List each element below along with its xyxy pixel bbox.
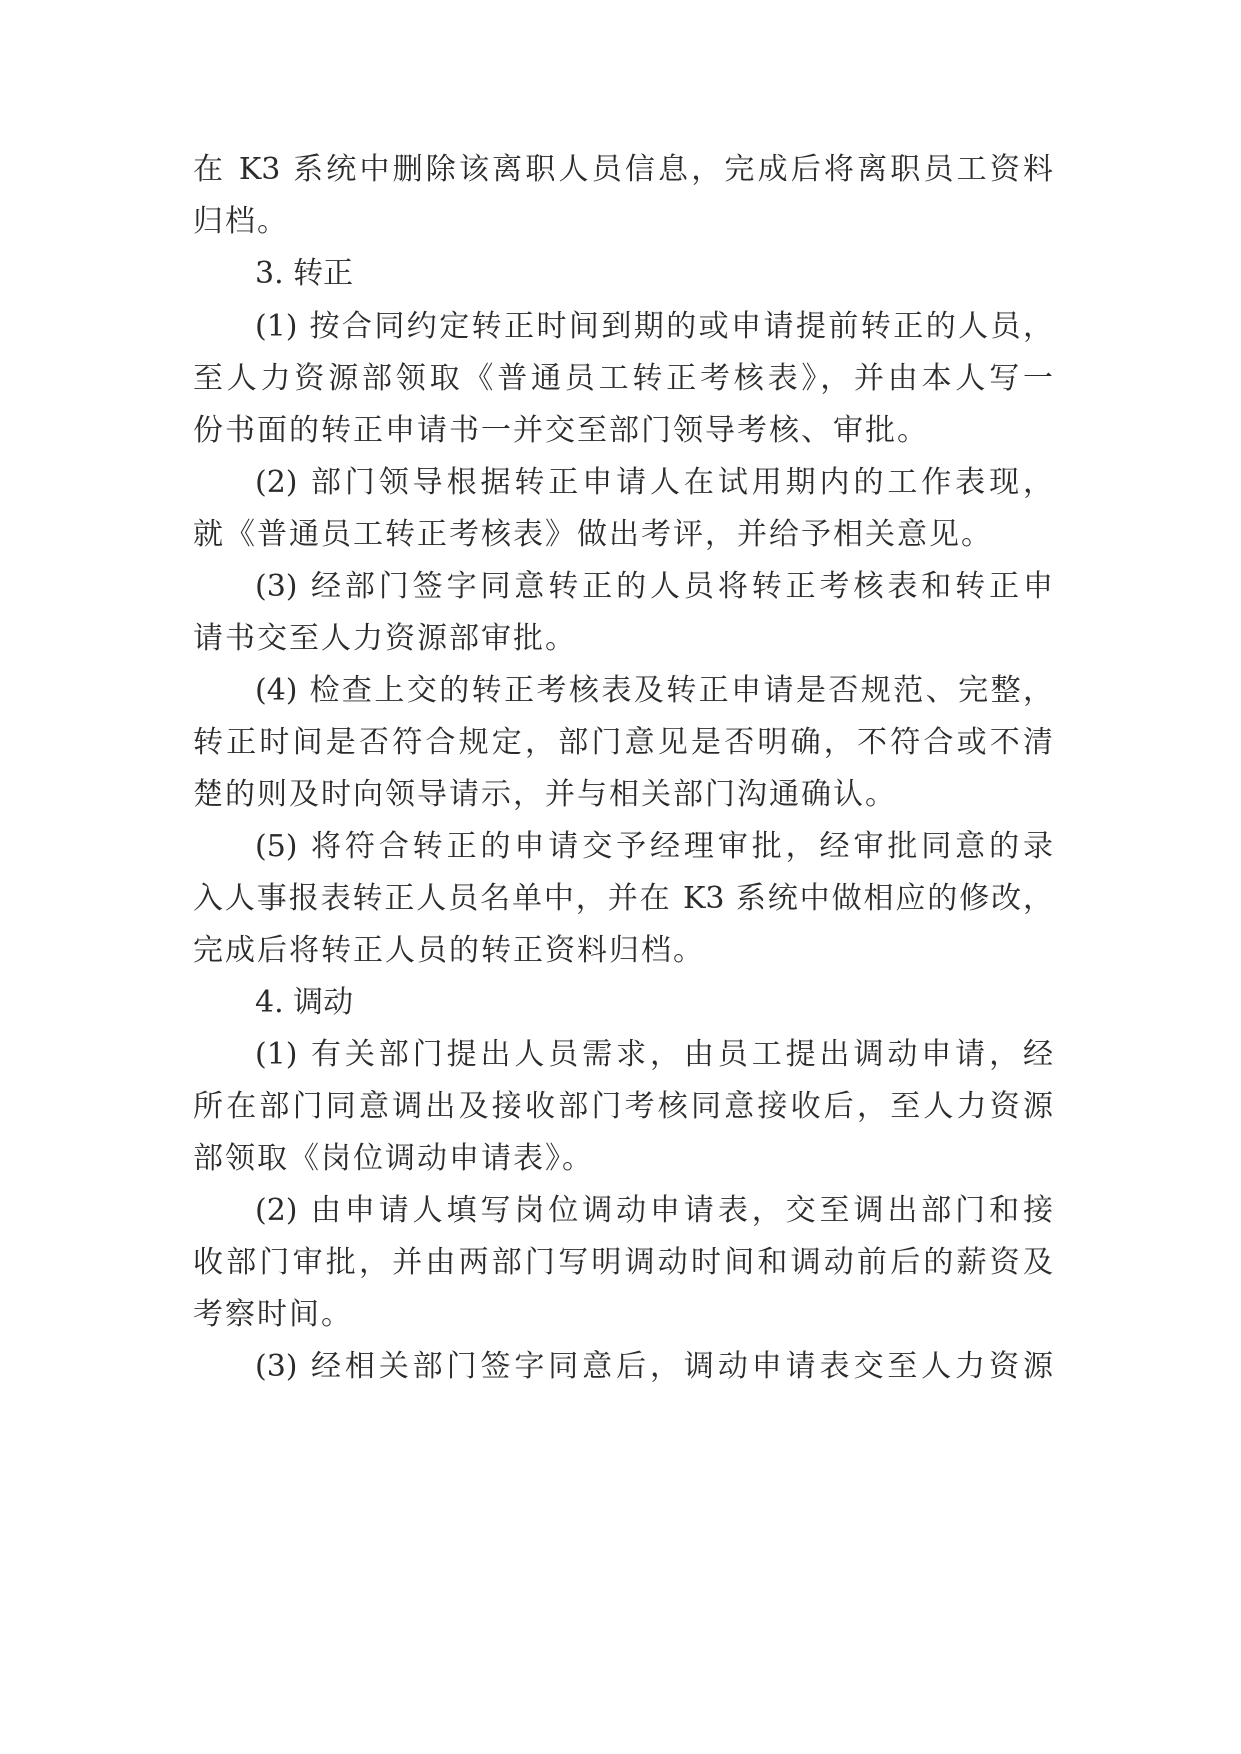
paragraph-line: (3) 经部门签字同意转正的人员将转正考核表和转正申 — [255, 569, 1053, 604]
paragraph-line: (2) 部门领导根据转正申请人在试用期内的工作表现， — [255, 465, 1053, 500]
paragraph-line: (1) 按合同约定转正时间到期的或申请提前转正的人员， — [255, 309, 1053, 344]
paragraph-line: 考察时间。 — [193, 1297, 353, 1332]
paragraph-line: 至人力资源部领取《普通员工转正考核表》，并由本人写一 — [193, 361, 1053, 396]
paragraph-line: 请书交至人力资源部审批。 — [193, 621, 577, 656]
paragraph-line: 楚的则及时向领导请示，并与相关部门沟通确认。 — [193, 777, 897, 812]
paragraph-line: (1) 有关部门提出人员需求，由员工提出调动申请，经 — [255, 1037, 1053, 1072]
paragraph-line: 转正时间是否符合规定，部门意见是否明确，不符合或不清 — [193, 725, 1053, 760]
paragraph-line: (5) 将符合转正的申请交予经理审批，经审批同意的录 — [255, 829, 1053, 864]
section-heading: 3. 转正 — [255, 256, 354, 291]
paragraph-line: 归档。 — [193, 204, 289, 239]
paragraph-line: (4) 检查上交的转正考核表及转正申请是否规范、完整， — [255, 673, 1053, 708]
paragraph-line: 入人事报表转正人员名单中，并在 K3 系统中做相应的修改， — [193, 881, 1053, 916]
paragraph-line: (2) 由申请人填写岗位调动申请表，交至调出部门和接 — [255, 1193, 1053, 1228]
paragraph-line: 份书面的转正申请书一并交至部门领导考核、审批。 — [193, 413, 929, 448]
section-heading: 4. 调动 — [255, 985, 354, 1020]
paragraph-line: 所在部门同意调出及接收部门考核同意接收后，至人力资源 — [193, 1089, 1053, 1124]
paragraph-line: (3) 经相关部门签字同意后，调动申请表交至人力资源 — [255, 1349, 1053, 1384]
paragraph-line: 在 K3 系统中删除该离职人员信息，完成后将离职员工资料 — [193, 152, 1053, 187]
paragraph-line: 完成后将转正人员的转正资料归档。 — [193, 933, 705, 968]
paragraph-line: 就《普通员工转正考核表》做出考评，并给予相关意见。 — [193, 517, 993, 552]
paragraph-line: 收部门审批，并由两部门写明调动时间和调动前后的薪资及 — [193, 1245, 1053, 1280]
paragraph-line: 部领取《岗位调动申请表》。 — [193, 1141, 594, 1176]
